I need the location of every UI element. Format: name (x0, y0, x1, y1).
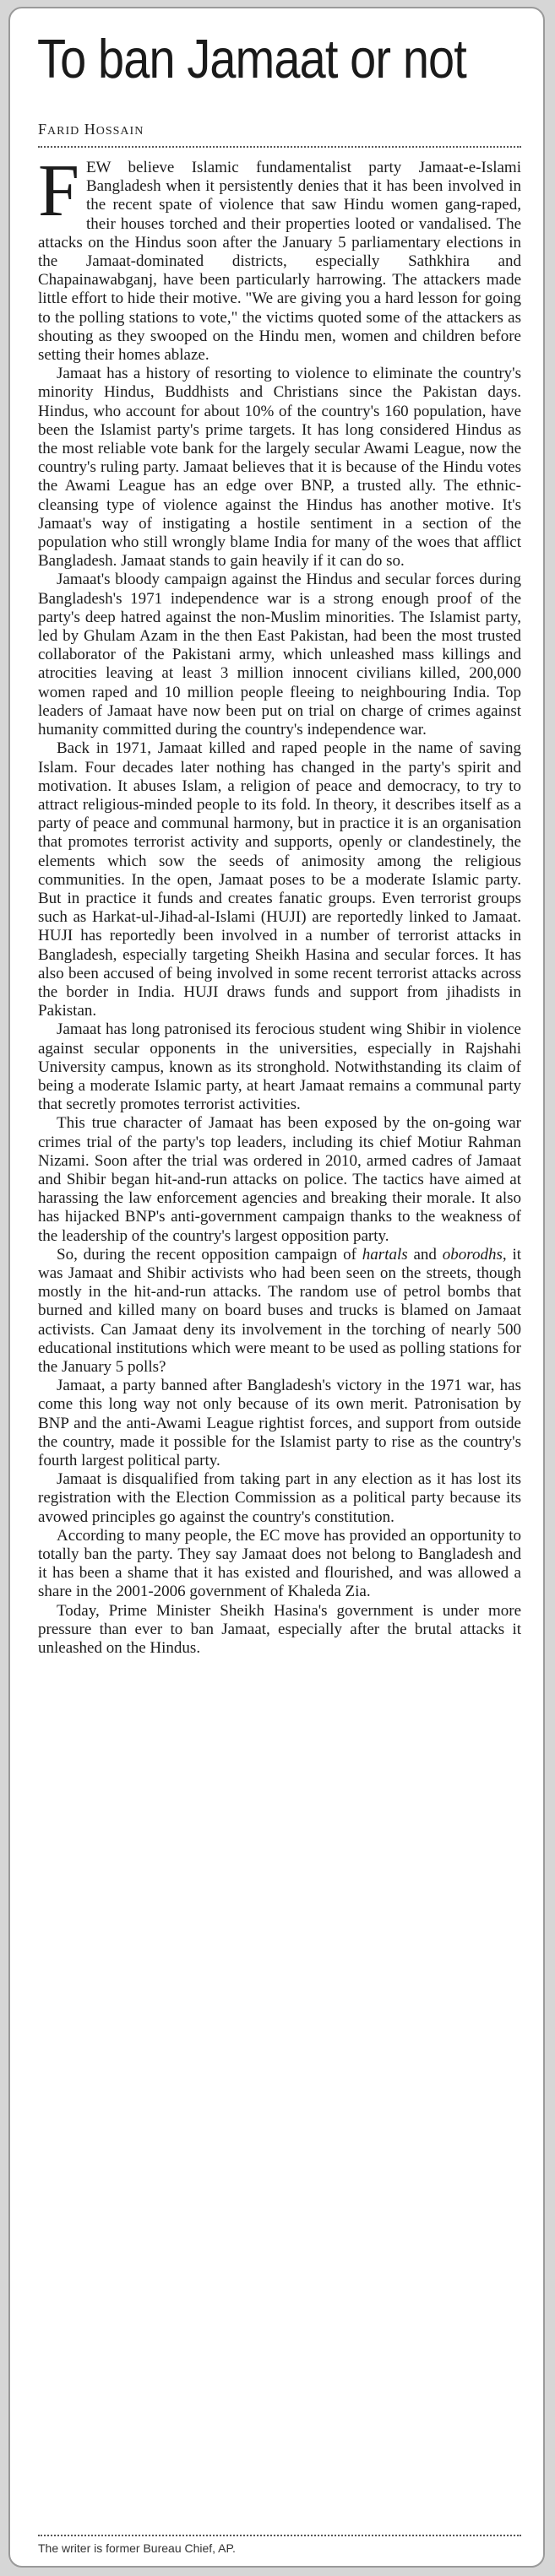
paragraph-5: Jamaat has long patronised its ferocious student wing Shibir in violence against secular opponents in the universities, especially in Rajshahi University campus, known as its stronghold. Notwithstanding its claim of being a moderate Islamic party, at heart Jamaat remains a communal party that secretly promotes terrorist activities. (38, 1020, 521, 1114)
author-note: The writer is former Bureau Chief, AP. (38, 2541, 236, 2555)
byline (38, 121, 144, 138)
paragraph-1 (38, 150, 521, 365)
paragraph-11: Today, Prime Minister Sheikh Hasina's government is under more pressure than ever to ban Jamaat, especially after the brutal attacks it unleashed on the Hindus. (38, 1601, 521, 1658)
byline-last-rest: OSSAIN (95, 125, 144, 138)
byline-first-initial: F (38, 121, 48, 138)
paragraph-8: Jamaat, a party banned after Bangladesh's victory in the 1971 war, has come this long way not only because of its own merit. Patronisation by BNP and the anti-Awami League rightist forces, and support from outside the country, made it possible for the Islamist party to rise as the country's fourth largest political party. (38, 1377, 521, 1470)
drop-cap: F (38, 150, 79, 232)
paragraph-10: According to many people, the EC move has provided an opportunity to totally ban the party. They say Jamaat does not belong to Bangladesh and it has been a shame that it has existed and flourished, and was allowed a share in the 2001-2006 government of Khaleda Zia. (38, 1526, 521, 1601)
paragraph-2: Jamaat has a history of resorting to violence to eliminate the country's minority Hindus, Buddhists and Christians since the Pakistan days. Hindus, who account for about 10% of the country's 160 population, have been the Islamist party's prime targets. It has long considered Hindus as the most reliable vote bank for the largely secular Awami League, now the country's ruling party. Jamaat believes that it is because of the Hindu votes the Awami League has an edge over BNP, a trusted ally. The ethnic-cleansing type of violence against the Hindus has another motive. It's Jamaat's way of instigating a hostile sentiment in a section of the population who still wrongly blame India for many of the woes that afflict Bangladesh. Jamaat stands to gain heavily if it can do so. (38, 365, 521, 571)
byline-last-initial: H (84, 121, 96, 138)
term-oborodhs: oborodhs (442, 1245, 503, 1264)
article-body (38, 150, 521, 1658)
bottom-divider (38, 2535, 521, 2536)
paragraph-9: Jamaat is disqualified from taking part in any election as it has lost its registration with the Election Commission as a political party because its avowed principles go against the country's constitution. (38, 1470, 521, 1526)
headline: To ban Jamaat or not (37, 28, 466, 89)
paragraph-7-and: and (407, 1245, 443, 1264)
paragraph-7-start: So, during the recent opposition campaign of (57, 1245, 362, 1264)
paragraph-7 (38, 1246, 521, 1377)
paragraph-6: This true character of Jamaat has been exposed by the on-going war crimes trial of the party's top leaders, including its chief Motiur Rahman Nizami. Soon after the trial was ordered in 2010, armed cadres of Jamaat and Shibir began hit-and-run attacks on police. The tactics have aimed at harassing the law enforcement agencies and breaking their morale. It also has hijacked BNP's anti-government campaign thanks to the weakness of the leadership of the country's largest opposition party. (38, 1114, 521, 1245)
article-card (8, 7, 545, 2568)
top-divider (38, 146, 521, 148)
paragraph-3: Jamaat's bloody campaign against the Hindus and secular forces during Bangladesh's 1971 independence war is a strong enough proof of the party's deep hatred against the non-Muslim minorities. The Islamist party, led by Ghulam Azam in the then East Pakistan, had been the most trusted collaborator of the Pakistani army, which unleashed mass killings and atrocities leaving at least 3 million innocent civilians killed, 200,000 women raped and 10 million people fleeing to neighbouring India. Top leaders of Jamaat have now been put on trial on charge of crimes against humanity committed during the country's independence war. (38, 571, 521, 739)
term-hartals: hartals (362, 1245, 408, 1264)
paragraph-1-text: EW believe Islamic fundamentalist party Jamaat-e-Islami Bangladesh when it persistently denies that it has been involved in the recent spate of violence that saw Hindu women gang-raped, their houses torched and their properties looted or vandalised. The attacks on the Hindus soon after the January 5 parliamentary elections in the Jamaat-dominated districts, especially Sathkhira and Chapainawabganj, have been particularly harrowing. The attackers made little effort to hide their motive. "We are giving you a hard lesson for going to the polling stations to vote," the victims quoted some of the attackers as shouting as they swooped on the Hindu men, women and children before setting their homes ablaze. (38, 159, 521, 365)
paragraph-4: Back in 1971, Jamaat killed and raped people in the name of saving Islam. Four decades later nothing has changed in the party's spirit and motivation. It abuses Islam, a religion of peace and democracy, to try to attract religious-minded people to its fold. In theory, it describes itself as a party of peace and communal harmony, but in practice it is an organisation that promotes terrorist activity and supports, openly or clandestinely, the elements which sow the seeds of animosity among the religious communities. In the open, Jamaat poses to be a moderate Islamic party. But in practice it funds and creates fanatic groups. Even terrorist groups such as Harkat-ul-Jihad-al-Islami (HUJI) are reportedly linked to Jamaat. HUJI has reportedly been involved in a number of terrorist attacks in Bangladesh, especially targeting Sheikh Hasina and secular forces. It has also been accused of being involved in some recent terrorist attacks across the border in India. HUJI draws funds and support from jihadists in Pakistan. (38, 739, 521, 1020)
paragraph-7-rest: , it was Jamaat and Shibir activists who had been seen on the streets, though mostly in the hit-and-run attacks. The random use of petrol bombs that burned and killed many on board buses and trucks is blamed on Jamaat activists. Can Jamaat deny its involvement in the torching of nearly 500 educational institutions which were meant to be used as polling stations for the January 5 polls? (38, 1245, 521, 1376)
byline-first-rest: ARID (47, 125, 80, 138)
